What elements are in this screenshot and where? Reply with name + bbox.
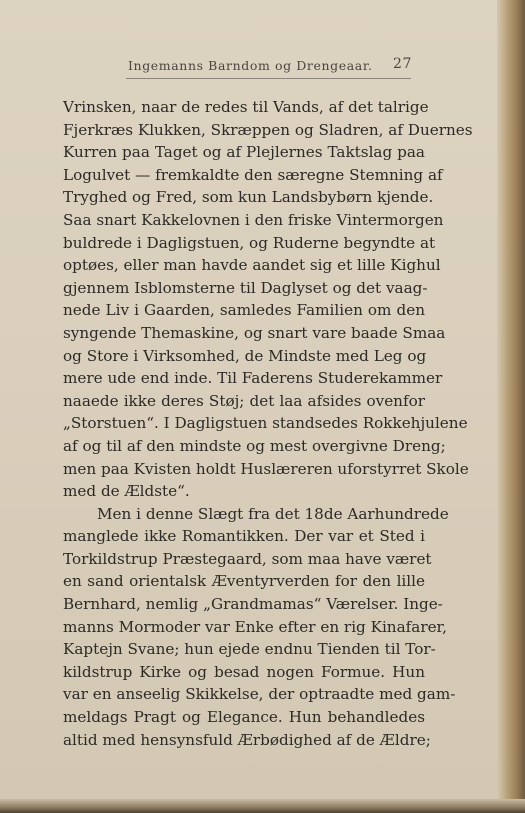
text-line: med de Ældste“. <box>63 482 190 501</box>
running-title: Ingemanns Barndom og Drengeaar. <box>128 58 373 73</box>
text-line: Kurren paa Taget og af Plejlernes Taktslag paa <box>63 143 425 162</box>
text-line: Bernhard, nemlig „Grandmamas“ Værelser. Inge- <box>63 595 443 614</box>
text-line: Saa snart Kakkelovnen i den friske Vintermorgen <box>63 210 444 229</box>
body-text <box>63 96 473 751</box>
text-line: men paa Kvisten holdt Huslæreren uforstyrret Skole <box>63 459 469 478</box>
text-line: meldags Pragt og Elegance. Hun behandledes <box>63 708 425 727</box>
text-line: Torkildstrup Præstegaard, som maa have været <box>63 549 432 568</box>
text-line: Logulvet — fremkaldte den særegne Stemning af <box>63 165 443 184</box>
text-line: gjennem Isblomsterne til Daglyset og det vaag- <box>63 278 428 297</box>
text-line: Fjerkræs Klukken, Skræppen og Sladren, af Duernes <box>63 120 473 139</box>
text-line: nede Liv i Gaarden, samledes Familien om den <box>63 301 425 320</box>
text-line: manglede ikke Romantikken. Der var et Sted i <box>63 527 425 546</box>
text-line: Vrinsken, naar de redes til Vands, af det talrige <box>63 98 429 116</box>
text-line: syngende Themaskine, og snart vare baade Smaa <box>63 323 446 342</box>
text-line: Kaptejn Svane; hun ejede endnu Tienden til Tor- <box>63 640 436 659</box>
text-line: mere ude end inde. Til Faderens Studerekammer <box>63 369 443 388</box>
text-line: naaede ikke deres Støj; det laa afsides ovenfor <box>63 391 425 410</box>
text-line: manns Mormoder var Enke efter en rig Kinafarer, <box>63 617 447 636</box>
header-rule <box>126 78 411 79</box>
text-line: af og til af den mindste og mest overgivne Dreng; <box>63 436 446 455</box>
text-line: kildstrup Kirke og besad nogen Formue. Hun <box>63 662 425 681</box>
page-edge-right <box>497 0 525 813</box>
text-line: var en anseelig Skikkelse, der optraadte med gam- <box>63 685 456 704</box>
text-line: buldrede i Dagligstuen, og Ruderne begyndte at <box>63 233 436 252</box>
text-line: altid med hensynsfuld Ærbødighed af de Ældre; <box>63 730 431 749</box>
text-line: „Storstuen“. I Dagligstuen standsedes Rokkehjulene <box>63 414 468 433</box>
text-line: og Store i Virksomhed, de Mindste med Leg og <box>63 346 427 365</box>
text-line: optøes, eller man havde aandet sig et lille Kighul <box>63 256 441 275</box>
text-line: Tryghed og Fred, som kun Landsbybørn kjende. <box>63 188 434 207</box>
page-edge-bottom <box>0 799 525 813</box>
page-number: 27 <box>392 56 412 72</box>
paragraph-start: Men i denne Slægt fra det 18de Aarhundrede <box>97 504 449 523</box>
text-line: en sand orientalsk Æventyrverden for den lille <box>63 572 425 591</box>
